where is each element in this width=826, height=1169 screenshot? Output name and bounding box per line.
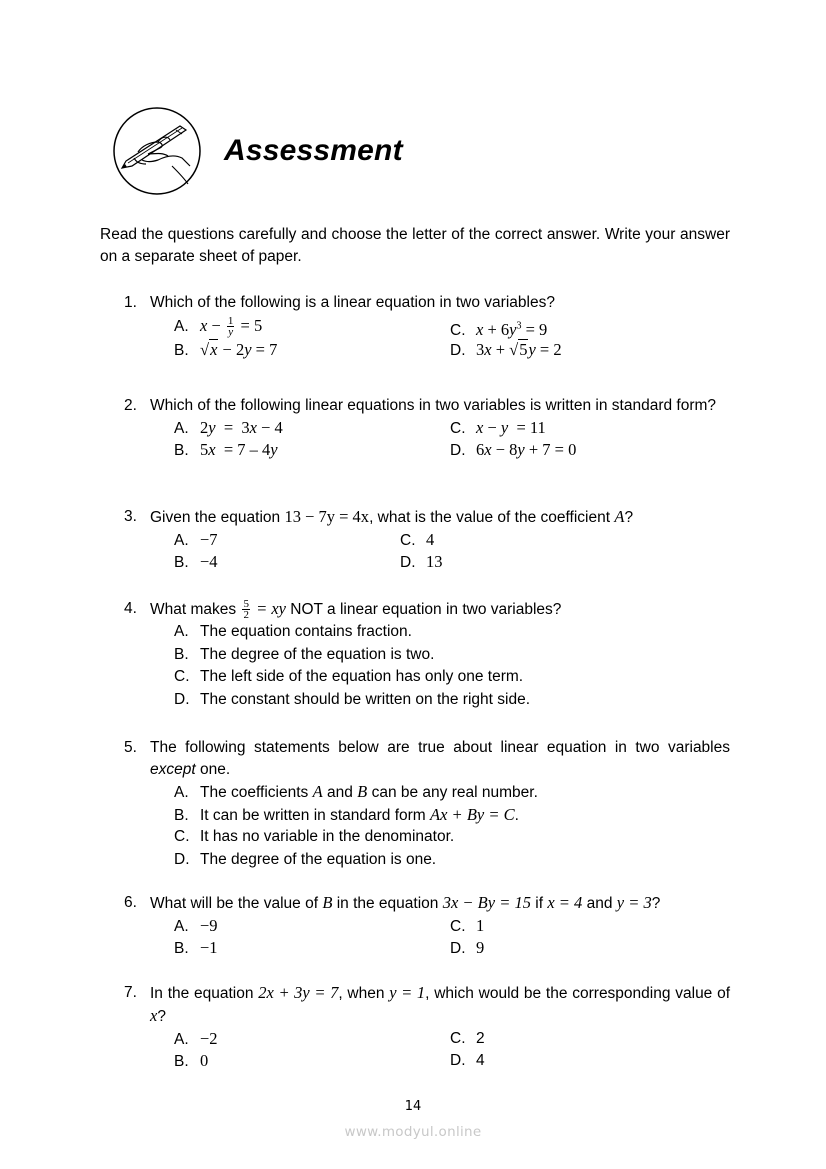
- option-letter: C.: [174, 668, 190, 685]
- option-d[interactable]: D. 3x + √5y = 2: [450, 339, 562, 362]
- option-text: −9: [200, 916, 218, 935]
- option-letter: D.: [450, 940, 466, 957]
- option-b[interactable]: B. It can be written in standard form Ax + By = C.: [174, 804, 730, 827]
- option-text: 4: [476, 1052, 485, 1069]
- option-text: −2: [200, 1029, 218, 1048]
- options: [174, 1028, 730, 1074]
- question-text: Which of the following is a linear equation in two variables?: [150, 294, 555, 311]
- option-d[interactable]: [174, 689, 730, 712]
- question-4: [124, 598, 730, 711]
- option-c[interactable]: C. $x + 6y^3 = 9$: [450, 315, 547, 338]
- watermark: www.modyul.online: [344, 1124, 482, 1140]
- option-letter: A.: [174, 420, 189, 437]
- question-number: 6.: [124, 894, 137, 911]
- option-text: The equation contains fraction.: [200, 623, 412, 640]
- options: [174, 915, 730, 961]
- option-letter: B.: [174, 806, 189, 824]
- option-d[interactable]: [450, 1050, 485, 1073]
- option-letter: A.: [174, 318, 189, 335]
- option-math: x: [200, 316, 208, 335]
- option-letter: A.: [174, 623, 189, 640]
- options: [174, 417, 730, 463]
- options: [174, 314, 730, 360]
- page-title: Assessment: [224, 134, 403, 167]
- question-5: [124, 737, 730, 871]
- option-a[interactable]: [174, 915, 218, 938]
- option-text: −4: [200, 552, 218, 571]
- option-letter: B.: [174, 342, 189, 359]
- option-letter: B.: [174, 940, 189, 957]
- options: [174, 621, 730, 711]
- fraction: $\frac{5}{2}$: [243, 598, 249, 622]
- hand-writing-pencil-icon: [112, 106, 202, 196]
- option-text: 0: [200, 1051, 209, 1070]
- question-number: 4.: [124, 600, 137, 617]
- option-letter: A.: [174, 918, 189, 935]
- option-letter: B.: [174, 442, 189, 459]
- option-c[interactable]: C. x − y = 11: [450, 417, 546, 440]
- option-b[interactable]: [174, 937, 218, 960]
- question-2: [124, 395, 730, 463]
- option-text: The constant should be written on the right side.: [200, 690, 531, 708]
- options: [174, 781, 730, 871]
- option-d[interactable]: [400, 551, 443, 574]
- instructions-text: Read the questions carefully and choose the letter of the correct answer. Write your answer on a separate sheet of paper.: [100, 226, 730, 265]
- option-a[interactable]: A. x − $\frac{1}{y}$ = 5: [174, 315, 263, 339]
- question-text: The following statements below are true about linear equation in two variables except one.: [150, 739, 730, 778]
- question-number: 2.: [124, 397, 137, 414]
- option-letter: C.: [450, 918, 466, 935]
- option-c[interactable]: [174, 826, 730, 849]
- question-number: 3.: [124, 508, 137, 525]
- option-a[interactable]: [174, 621, 730, 644]
- option-letter: C.: [450, 1030, 466, 1047]
- options: [174, 529, 730, 575]
- option-letter: B.: [174, 554, 189, 571]
- option-letter: C.: [174, 828, 190, 845]
- option-c[interactable]: [450, 1028, 485, 1051]
- option-letter: B.: [174, 1053, 189, 1070]
- option-c[interactable]: [450, 915, 484, 938]
- option-letter: C.: [450, 420, 466, 437]
- page-number: 14: [404, 1099, 422, 1114]
- option-a[interactable]: A. The coefficients A and B can be any real number.: [174, 781, 730, 804]
- question-text: In the equation 2x + 3y = 7, when y = 1, which would be the corresponding value of x?: [150, 983, 731, 1025]
- option-text: 1: [476, 916, 485, 935]
- option-text: −1: [200, 938, 218, 957]
- assessment-header: [112, 106, 512, 198]
- option-letter: D.: [450, 1052, 466, 1069]
- option-letter: C.: [400, 532, 416, 549]
- option-text: 13: [426, 552, 443, 571]
- option-text: The degree of the equation is two.: [200, 645, 435, 663]
- question-text: Which of the following linear equations in two variables is written in standard form?: [150, 397, 717, 414]
- question-1: [124, 292, 730, 360]
- option-a[interactable]: [174, 1028, 218, 1051]
- option-letter: D.: [400, 554, 416, 571]
- option-letter: A.: [174, 784, 189, 801]
- option-text: 2: [476, 1030, 485, 1047]
- sqrt-x: √x: [200, 340, 218, 359]
- option-letter: A.: [174, 1031, 189, 1048]
- option-letter: D.: [174, 850, 190, 868]
- option-c[interactable]: [400, 529, 434, 552]
- option-letter: D.: [450, 442, 466, 459]
- option-letter: A.: [174, 532, 189, 549]
- option-b[interactable]: B. √x − 2y = 7: [174, 339, 277, 362]
- question-text: What makes $\frac{5}{2}$ = xy NOT a linear equation in two variables?: [150, 598, 562, 622]
- option-b[interactable]: [174, 644, 730, 667]
- option-letter: D.: [450, 342, 466, 359]
- fraction: $\frac{1}{y}$: [227, 315, 234, 339]
- option-b[interactable]: B. 5x = 7 – 4y: [174, 439, 278, 462]
- option-letter: B.: [174, 645, 189, 663]
- option-text: It has no variable in the denominator.: [200, 828, 455, 845]
- option-b[interactable]: [174, 551, 218, 574]
- question-text: What will be the value of B in the equation 3x − By = 15 if x = 4 and y = 3?: [150, 893, 661, 912]
- question-7: [124, 982, 730, 1074]
- option-text: −7: [200, 530, 218, 549]
- question-6: [124, 892, 730, 961]
- question-number: 5.: [124, 739, 137, 756]
- option-b[interactable]: [174, 1050, 208, 1073]
- question-number: 1.: [124, 294, 137, 311]
- option-a[interactable]: A. 2y = 3x − 4: [174, 417, 283, 440]
- option-d[interactable]: [174, 849, 730, 872]
- option-text: 9: [476, 938, 485, 957]
- option-a[interactable]: [174, 529, 218, 552]
- option-letter: C.: [450, 321, 466, 339]
- option-text: The degree of the equation is one.: [200, 850, 437, 868]
- question-number: 7.: [124, 984, 137, 1001]
- option-d[interactable]: D. 6x − 8y + 7 = 0: [450, 439, 576, 462]
- option-letter: D.: [174, 690, 190, 708]
- option-c[interactable]: [174, 666, 730, 689]
- question-3: [124, 506, 730, 575]
- question-text: Given the equation 13 − 7y = 4x, what is the value of the coefficient A?: [150, 507, 634, 526]
- option-text: 4: [426, 530, 435, 549]
- option-d[interactable]: [450, 937, 484, 960]
- option-text: The left side of the equation has only one term.: [200, 668, 524, 685]
